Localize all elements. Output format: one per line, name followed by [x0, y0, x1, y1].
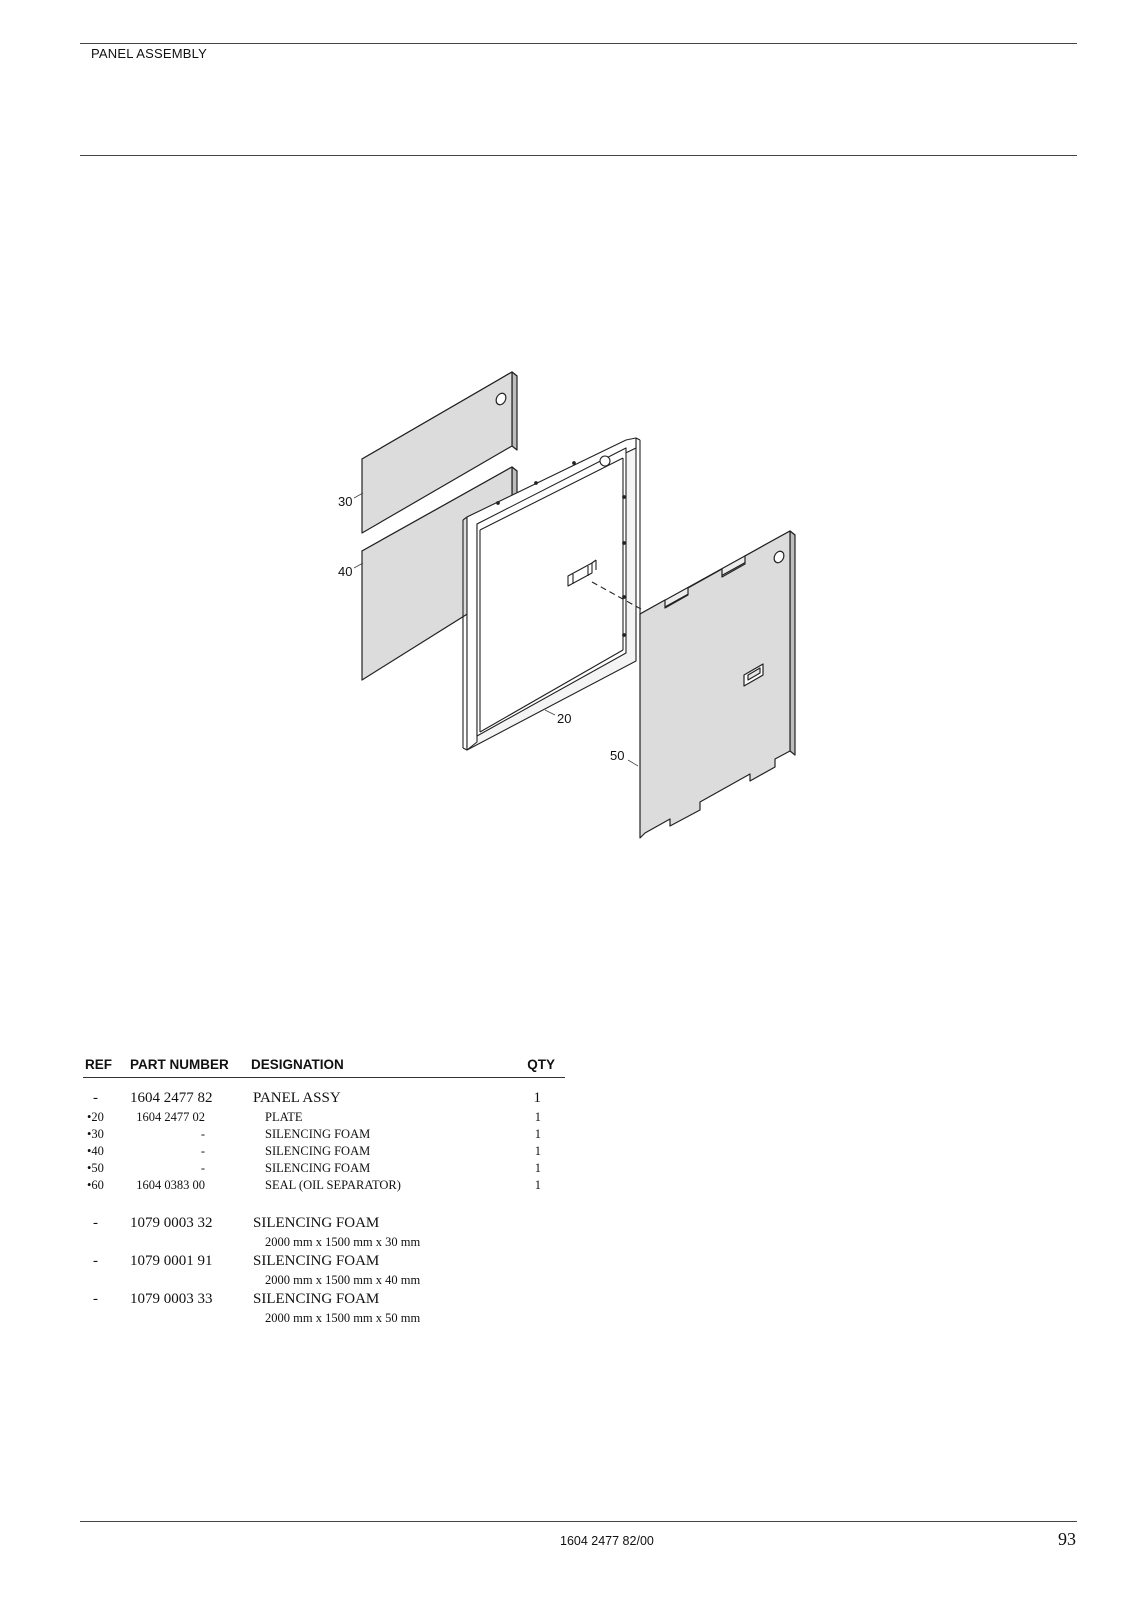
row-qty: 1	[534, 1144, 541, 1158]
panel-assembly-drawing	[330, 370, 830, 870]
row-designation: SILENCING FOAM	[253, 1291, 380, 1307]
table-row	[83, 1215, 565, 1235]
row-ref: •20	[87, 1110, 104, 1124]
foam-50-part	[640, 531, 795, 838]
table-row	[83, 1178, 565, 1195]
table-row	[83, 1110, 565, 1127]
table-row	[83, 1090, 565, 1110]
header-designation: DESIGNATION	[251, 1057, 344, 1072]
row-qty: 1	[534, 1127, 541, 1141]
row-ref: -	[93, 1291, 98, 1307]
row-ref: -	[93, 1253, 98, 1269]
callout-20: 20	[557, 711, 572, 726]
header-part-number: PART NUMBER	[130, 1057, 229, 1072]
table-row	[83, 1253, 565, 1273]
callout-40: 40	[338, 564, 353, 579]
row-ref: •60	[87, 1178, 104, 1192]
document-code: 1604 2477 82/00	[560, 1534, 654, 1548]
row-qty: 1	[534, 1110, 541, 1124]
table-row	[83, 1127, 565, 1144]
row-dimensions: 2000 mm x 1500 mm x 50 mm	[265, 1311, 421, 1325]
table-row	[83, 1291, 565, 1311]
row-part-number: 1079 0003 33	[130, 1291, 213, 1307]
row-part-number: 1079 0001 91	[130, 1253, 213, 1269]
header-qty: QTY	[527, 1057, 555, 1072]
row-part-number: -	[200, 1127, 205, 1141]
row-designation: SEAL (OIL SEPARATOR)	[265, 1178, 401, 1192]
row-part-number: 1604 2477 82	[130, 1090, 213, 1106]
parts-table-header	[83, 1055, 565, 1078]
row-ref: -	[93, 1215, 98, 1231]
page-number: 93	[1058, 1529, 1076, 1549]
exploded-view-svg	[330, 370, 830, 870]
header-ref: REF	[85, 1057, 112, 1072]
row-designation: SILENCING FOAM	[253, 1215, 380, 1231]
row-part-number: 1079 0003 32	[130, 1215, 213, 1231]
table-row	[83, 1161, 565, 1178]
row-ref: •30	[87, 1127, 104, 1141]
footer-rule	[80, 1521, 1077, 1522]
row-designation: SILENCING FOAM	[253, 1253, 380, 1269]
row-part-number: 1604 0383 00	[136, 1178, 205, 1192]
callout-30: 30	[338, 494, 353, 509]
row-dimensions: 2000 mm x 1500 mm x 40 mm	[265, 1273, 421, 1287]
row-designation: PLATE	[265, 1110, 303, 1124]
callout-50: 50	[610, 748, 625, 763]
row-part-number: -	[200, 1161, 205, 1175]
parts-table	[83, 1055, 565, 1329]
row-designation: SILENCING FOAM	[265, 1144, 371, 1158]
row-qty: 1	[533, 1090, 541, 1106]
header-top-rule	[80, 43, 1077, 44]
row-qty: 1	[534, 1178, 541, 1192]
row-designation: SILENCING FOAM	[265, 1161, 371, 1175]
row-dimensions: 2000 mm x 1500 mm x 30 mm	[265, 1235, 421, 1249]
row-ref: •50	[87, 1161, 104, 1175]
row-designation: SILENCING FOAM	[265, 1127, 371, 1141]
row-ref: -	[93, 1090, 98, 1106]
page-title: PANEL ASSEMBLY	[91, 46, 207, 61]
row-designation: PANEL ASSY	[253, 1090, 341, 1106]
row-part-number: 1604 2477 02	[136, 1110, 205, 1124]
table-row-note	[83, 1273, 565, 1291]
table-row-note	[83, 1235, 565, 1253]
table-row	[83, 1144, 565, 1161]
row-part-number: -	[200, 1144, 205, 1158]
table-row-note	[83, 1311, 565, 1329]
row-ref: •40	[87, 1144, 104, 1158]
row-qty: 1	[534, 1161, 541, 1175]
header-bottom-rule	[80, 155, 1077, 156]
